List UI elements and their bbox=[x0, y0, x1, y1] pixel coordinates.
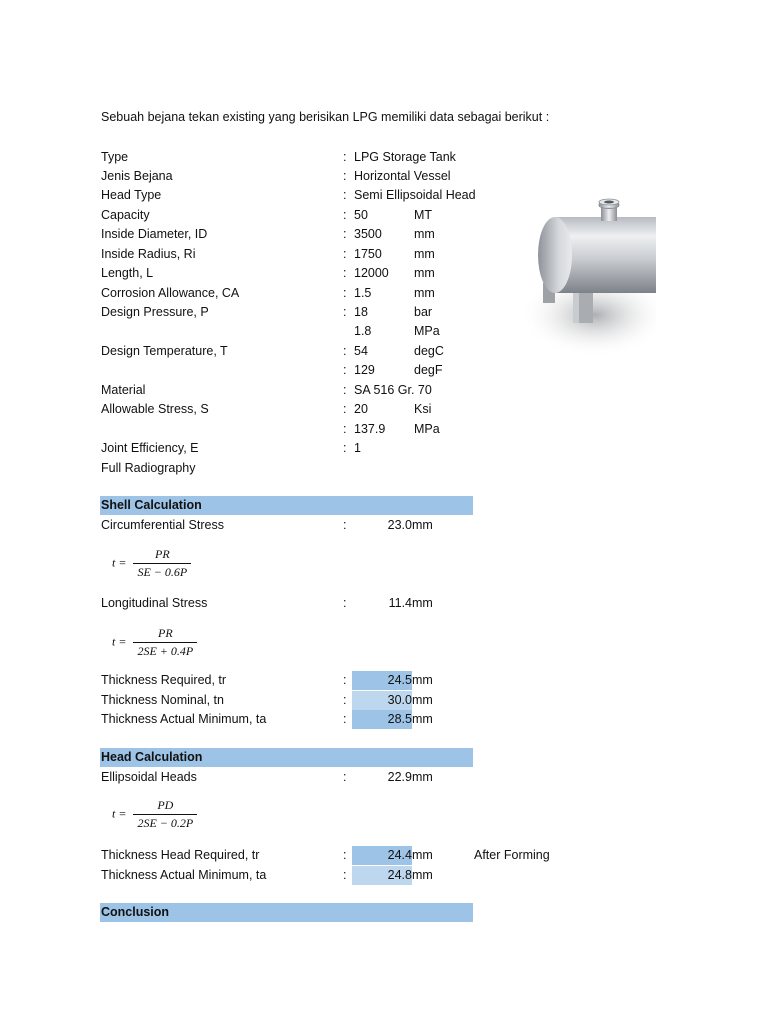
spec-label: Allowable Stress, S bbox=[101, 402, 209, 416]
spec-unit: MPa bbox=[414, 324, 440, 338]
calc-unit: mm bbox=[412, 770, 433, 784]
colon: : bbox=[343, 712, 347, 726]
circumferential-stress-row bbox=[0, 516, 768, 535]
spec-unit: bar bbox=[414, 305, 433, 319]
spec-unit: mm bbox=[414, 286, 435, 300]
after-forming-note: After Forming bbox=[474, 848, 550, 862]
spec-value: 12000 bbox=[354, 266, 389, 280]
calc-value: 11.4 bbox=[388, 596, 412, 610]
spec-unit: mm bbox=[414, 227, 435, 241]
spec-value: LPG Storage Tank bbox=[354, 150, 456, 164]
spec-unit: degF bbox=[414, 363, 443, 377]
calc-label: Longitudinal Stress bbox=[101, 596, 208, 610]
colon: : bbox=[343, 693, 347, 707]
formula-denominator: SE − 0.6P bbox=[137, 565, 188, 579]
spec-label: Design Pressure, P bbox=[101, 305, 209, 319]
formula-lhs: t = bbox=[112, 634, 127, 649]
calc-unit: mm bbox=[412, 693, 433, 707]
colon: : bbox=[343, 188, 347, 202]
spec-unit: Ksi bbox=[414, 402, 432, 416]
calc-value: 28.5 bbox=[387, 712, 412, 726]
calc-value: 24.5 bbox=[387, 673, 412, 687]
colon: : bbox=[343, 286, 347, 300]
colon: : bbox=[343, 208, 347, 222]
spec-row-stress-mpa bbox=[0, 420, 768, 439]
calc-value: 23.0 bbox=[387, 518, 412, 532]
section-title: Head Calculation bbox=[101, 750, 203, 764]
calc-value: 24.4 bbox=[387, 848, 412, 862]
formula-lhs: t = bbox=[112, 555, 127, 570]
calc-label: Circumferential Stress bbox=[101, 518, 224, 532]
spec-value: 1750 bbox=[354, 247, 382, 261]
spec-row-radiography bbox=[0, 459, 768, 478]
spec-label: Joint Efficiency, E bbox=[101, 441, 199, 455]
spec-value: SA 516 Gr. 70 bbox=[354, 383, 432, 397]
spec-value: 1 bbox=[354, 441, 361, 455]
spec-row-jenis bbox=[0, 167, 768, 186]
longitudinal-stress-row bbox=[0, 594, 768, 613]
colon: : bbox=[343, 266, 347, 280]
colon: : bbox=[343, 848, 347, 862]
calc-value: 30.0 bbox=[387, 693, 412, 707]
thickness-actual-row bbox=[0, 710, 768, 729]
spec-label: Design Temperature, T bbox=[101, 344, 228, 358]
calc-label: Ellipsoidal Heads bbox=[101, 770, 197, 784]
section-shell-calculation bbox=[100, 496, 473, 515]
ellipsoidal-heads-row bbox=[0, 768, 768, 787]
spec-unit: MPa bbox=[414, 422, 440, 436]
spec-label: Type bbox=[101, 150, 129, 164]
spec-value: 20 bbox=[354, 402, 368, 416]
spec-unit: mm bbox=[414, 266, 435, 280]
formula-numerator: PR bbox=[133, 547, 191, 564]
colon: : bbox=[343, 227, 347, 241]
spec-value: 50 bbox=[354, 208, 368, 222]
section-head-calculation bbox=[100, 748, 473, 767]
thickness-required-row bbox=[0, 671, 768, 690]
spec-label: Full Radiography bbox=[101, 461, 196, 475]
spec-value: 129 bbox=[354, 363, 375, 377]
calc-label: Thickness Actual Minimum, ta bbox=[101, 868, 267, 882]
calc-unit: mm bbox=[412, 848, 433, 862]
calc-label: Thickness Actual Minimum, ta bbox=[101, 712, 267, 726]
colon: : bbox=[343, 673, 347, 687]
formula-denominator: 2SE + 0.4P bbox=[137, 644, 194, 658]
spec-value: 3500 bbox=[354, 227, 382, 241]
calc-unit: mm bbox=[412, 712, 433, 726]
colon: : bbox=[343, 344, 347, 358]
spec-label: Jenis Bejana bbox=[101, 169, 173, 183]
calc-unit: mm bbox=[412, 673, 433, 687]
colon: : bbox=[343, 770, 347, 784]
spec-value: 54 bbox=[354, 344, 368, 358]
spec-value: 1.8 bbox=[354, 324, 372, 338]
pressure-vessel-image bbox=[525, 195, 656, 377]
thickness-head-required-row bbox=[0, 846, 768, 865]
spec-label: Capacity bbox=[101, 208, 150, 222]
formula-circumferential bbox=[112, 547, 191, 580]
formula-numerator: PD bbox=[133, 798, 197, 815]
spec-label: Corrosion Allowance, CA bbox=[101, 286, 240, 300]
thickness-nominal-row bbox=[0, 691, 768, 710]
formula-fraction bbox=[133, 626, 197, 659]
spec-row-type bbox=[0, 148, 768, 167]
thickness-head-actual-row bbox=[0, 866, 768, 885]
spec-label: Head Type bbox=[101, 188, 162, 202]
colon: : bbox=[343, 150, 347, 164]
calc-unit: mm bbox=[412, 518, 433, 532]
spec-label: Inside Diameter, ID bbox=[101, 227, 208, 241]
spec-label: Material bbox=[101, 383, 146, 397]
colon: : bbox=[343, 383, 347, 397]
colon: : bbox=[343, 441, 347, 455]
formula-fraction bbox=[133, 547, 191, 580]
spec-label: Length, L bbox=[101, 266, 154, 280]
spec-value: 137.9 bbox=[354, 422, 386, 436]
spec-row-joint bbox=[0, 439, 768, 458]
spec-row-material bbox=[0, 381, 768, 400]
colon: : bbox=[343, 596, 347, 610]
colon: : bbox=[343, 518, 347, 532]
spec-unit: degC bbox=[414, 344, 444, 358]
colon: : bbox=[343, 305, 347, 319]
calc-unit: mm bbox=[412, 596, 433, 610]
formula-lhs: t = bbox=[112, 806, 127, 821]
formula-denominator: 2SE − 0.2P bbox=[137, 816, 194, 830]
colon: : bbox=[343, 169, 347, 183]
colon: : bbox=[343, 422, 347, 436]
spec-value: Horizontal Vessel bbox=[354, 169, 451, 183]
formula-head bbox=[112, 798, 197, 831]
intro-text: Sebuah bejana tekan existing yang berisikan LPG memiliki data sebagai berikut : bbox=[101, 110, 550, 124]
spec-label: Inside Radius, Ri bbox=[101, 247, 196, 261]
calc-label: Thickness Nominal, tn bbox=[101, 693, 224, 707]
colon: : bbox=[343, 247, 347, 261]
section-title: Conclusion bbox=[101, 905, 170, 919]
colon: : bbox=[343, 868, 347, 882]
calc-label: Thickness Required, tr bbox=[101, 673, 227, 687]
calc-label: Thickness Head Required, tr bbox=[101, 848, 260, 862]
spec-row-stress bbox=[0, 400, 768, 419]
section-title: Shell Calculation bbox=[101, 498, 202, 512]
colon: : bbox=[343, 363, 347, 377]
spec-value: Semi Ellipsoidal Head bbox=[354, 188, 476, 202]
formula-fraction bbox=[133, 798, 197, 831]
spec-unit: mm bbox=[414, 247, 435, 261]
formula-numerator: PR bbox=[133, 626, 197, 643]
colon: : bbox=[343, 402, 347, 416]
spec-value: 1.5 bbox=[354, 286, 372, 300]
spec-unit: MT bbox=[414, 208, 433, 222]
formula-longitudinal bbox=[112, 626, 197, 659]
spec-value: 18 bbox=[354, 305, 368, 319]
calc-unit: mm bbox=[412, 868, 433, 882]
calc-value: 22.9 bbox=[387, 770, 412, 784]
section-conclusion bbox=[100, 903, 473, 922]
calc-value: 24.8 bbox=[387, 868, 412, 882]
